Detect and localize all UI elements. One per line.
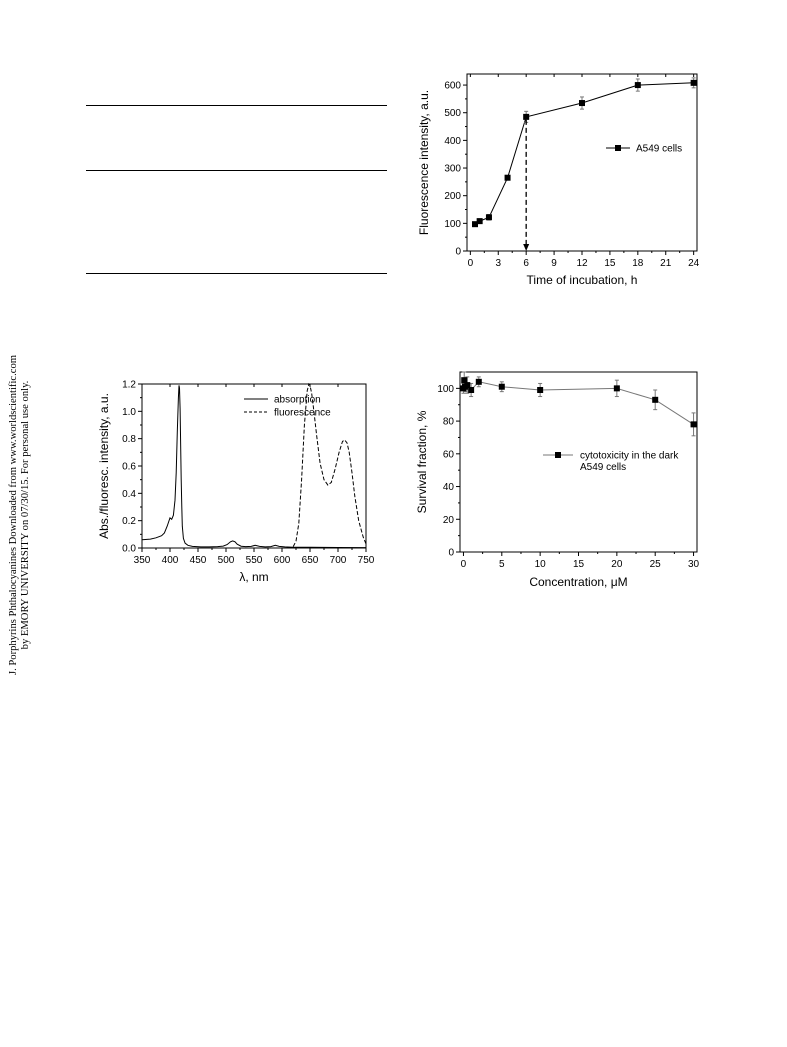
table-header-rule xyxy=(86,170,387,171)
y-tick-label: 500 xyxy=(444,108,461,120)
data-point xyxy=(477,218,483,224)
marker-arrowhead xyxy=(523,244,529,251)
y-tick-label: 300 xyxy=(444,163,461,175)
y-tick-label: 0.4 xyxy=(122,488,136,500)
y-tick-label: 100 xyxy=(437,383,454,395)
data-point xyxy=(635,82,641,88)
data-point xyxy=(691,80,697,86)
y-tick-label: 0.0 xyxy=(122,543,136,555)
table-bottom-rule xyxy=(86,273,387,274)
y-tick-label: 1.2 xyxy=(122,379,136,391)
x-tick-label: 5 xyxy=(499,559,505,570)
x-tick-label: 6 xyxy=(523,258,529,269)
x-tick-label: 30 xyxy=(687,559,700,570)
data-point xyxy=(614,385,620,391)
legend-label-fluorescence: fluorescence xyxy=(274,407,331,419)
download-notice-line-1: J. Porphyrins Phthalocyanines Downloaded from www.worldscientific.com xyxy=(8,355,19,676)
data-point xyxy=(652,397,658,403)
series-line-solid xyxy=(464,380,694,424)
fluorescence-time-chart xyxy=(410,62,710,294)
x-tick-label: 3 xyxy=(495,258,502,269)
x-tick-label: 21 xyxy=(660,258,672,269)
legend-marker xyxy=(615,145,621,151)
x-tick-label: 15 xyxy=(604,258,616,269)
download-notice-line-2: by EMORY UNIVERSITY on 07/30/15. For personal use only. xyxy=(20,380,31,650)
data-point xyxy=(476,379,482,385)
x-tick-label: 0 xyxy=(467,258,474,269)
x-tick-label: 650 xyxy=(301,555,319,566)
legend-label-line-1: cytotoxicity in the dark xyxy=(580,450,679,462)
data-point xyxy=(499,384,505,390)
y-tick-label: 60 xyxy=(442,449,454,461)
x-tick-label: 18 xyxy=(632,258,644,269)
legend-label: A549 cells xyxy=(636,143,683,155)
x-tick-label: 350 xyxy=(133,555,151,566)
data-point xyxy=(691,421,697,427)
plot-frame xyxy=(142,384,366,548)
x-tick-label: 500 xyxy=(217,555,235,566)
y-tick-label: 200 xyxy=(444,191,461,203)
x-tick-label: 700 xyxy=(329,555,347,566)
survival-chart xyxy=(410,362,710,594)
x-tick-label: 24 xyxy=(688,258,700,269)
x-tick-label: 450 xyxy=(189,555,207,566)
y-tick-label: 20 xyxy=(442,514,454,526)
x-tick-label: 0 xyxy=(460,559,467,570)
x-tick-label: 750 xyxy=(357,555,375,566)
series-line-solid xyxy=(142,385,366,547)
spectra-chart xyxy=(92,370,384,592)
y-tick-label: 0 xyxy=(455,246,461,258)
legend-marker xyxy=(555,452,561,458)
y-tick-label: 40 xyxy=(442,482,454,494)
x-axis-label: Concentration, μM xyxy=(529,575,628,589)
x-axis-label: Time of incubation, h xyxy=(526,273,638,287)
y-tick-label: 1.0 xyxy=(122,406,136,418)
x-tick-label: 600 xyxy=(273,555,291,566)
data-point xyxy=(579,100,585,106)
x-tick-label: 15 xyxy=(572,559,585,570)
y-axis-label: Survival fraction, % xyxy=(415,410,429,514)
x-tick-label: 400 xyxy=(161,555,179,566)
data-point xyxy=(486,214,492,220)
table-top-rule xyxy=(86,105,387,106)
y-axis-label: Fluorescence intensity, a.u. xyxy=(417,89,431,236)
y-tick-label: 0.6 xyxy=(122,461,136,473)
y-tick-label: 80 xyxy=(442,416,454,428)
x-tick-label: 12 xyxy=(576,258,588,269)
legend-label-absorption: absorption xyxy=(274,394,321,406)
legend-label-line-2: A549 cells xyxy=(580,462,627,473)
data-point xyxy=(505,175,511,181)
x-tick-label: 9 xyxy=(551,258,557,269)
y-tick-label: 100 xyxy=(444,218,461,230)
x-tick-label: 550 xyxy=(245,555,263,566)
x-tick-label: 20 xyxy=(611,559,623,570)
data-point xyxy=(468,387,474,393)
x-axis-label: λ, nm xyxy=(239,570,269,584)
y-tick-label: 600 xyxy=(444,80,461,92)
y-tick-label: 400 xyxy=(444,135,461,147)
y-tick-label: 0 xyxy=(448,547,454,559)
plot-frame xyxy=(460,372,697,552)
x-tick-label: 10 xyxy=(534,559,546,570)
y-tick-label: 0.8 xyxy=(122,434,136,446)
x-tick-label: 25 xyxy=(649,559,661,570)
data-point xyxy=(537,387,543,393)
y-tick-label: 0.2 xyxy=(122,516,136,528)
data-point xyxy=(523,114,529,120)
y-axis-label: Abs./fluoresc. intensity, a.u. xyxy=(97,393,111,539)
